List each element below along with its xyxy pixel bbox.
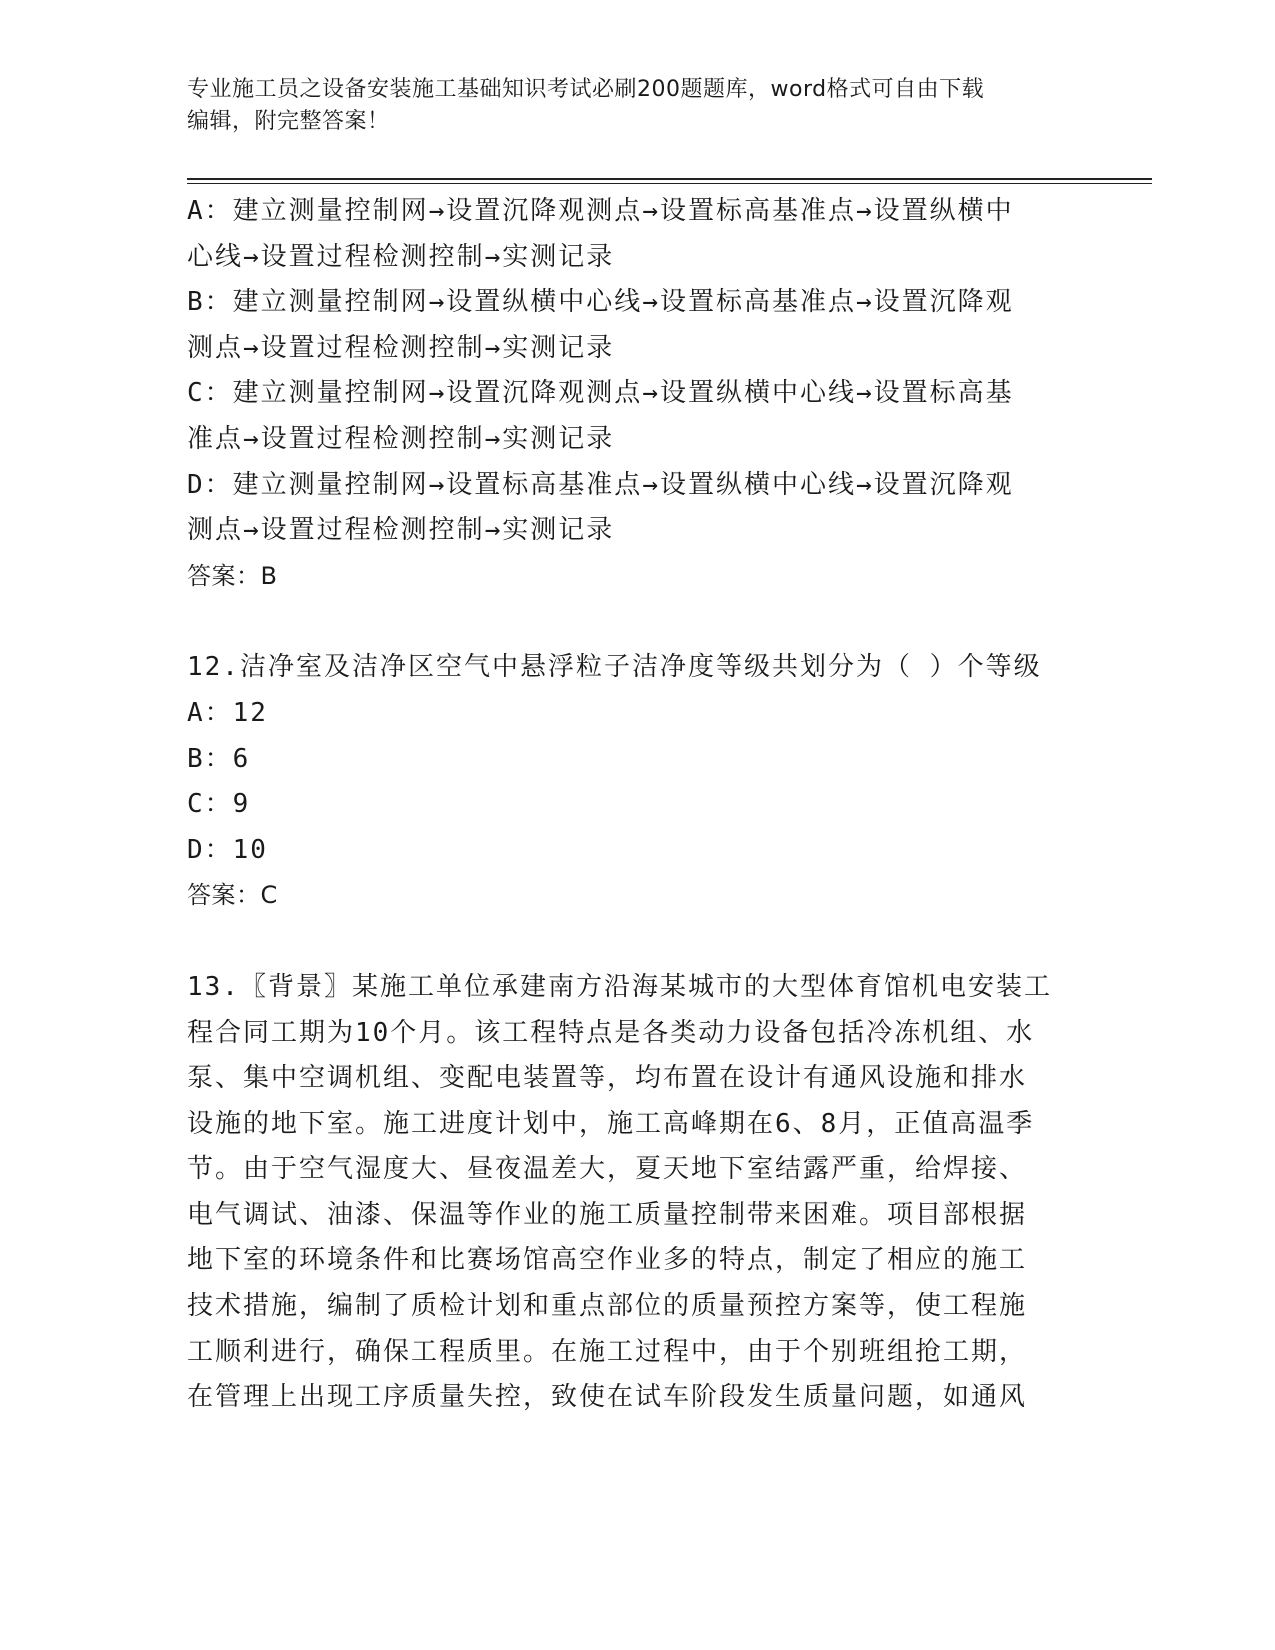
question-text-line: 电气调试、油漆、保温等作业的施工质量控制带来困难。项目部根据 xyxy=(187,1199,1028,1230)
option-line: D：10 xyxy=(187,834,268,865)
header-rule-thin xyxy=(187,183,1152,184)
option-line: B：6 xyxy=(187,743,251,774)
option-line: C：9 xyxy=(187,789,251,820)
option-line: D：建立测量控制网→设置标高基准点→设置纵横中心线→设置沉降观 xyxy=(187,469,1014,500)
option-line: C：建立测量控制网→设置沉降观测点→设置纵横中心线→设置标高基 xyxy=(187,378,1014,409)
question-text-line: 在管理上出现工序质量失控，致使在试车阶段发生质量问题，如通风 xyxy=(187,1382,1028,1413)
question-13 xyxy=(187,965,1087,1421)
header-line: 专业施工员之设备安装施工基础知识考试必刷200题题库，word格式可自由下载 xyxy=(187,77,985,102)
question-text-line: 13.〖背景〗某施工单位承建南方沿海某城市的大型体育馆机电安装工 xyxy=(187,971,1052,1002)
question-text-line: 泵、集中空调机组、变配电装置等，均布置在设计有通风设施和排水 xyxy=(187,1063,1028,1094)
question-text-line: 技术措施，编制了质检计划和重点部位的质量预控方案等，使工程施 xyxy=(187,1291,1028,1322)
question-text-line: 地下室的环境条件和比赛场馆高空作业多的特点，制定了相应的施工 xyxy=(187,1245,1028,1276)
option-line: 测点→设置过程检测控制→实测记录 xyxy=(187,515,615,546)
header-rule-thick xyxy=(187,178,1152,180)
question-text-line: 设施的地下室。施工进度计划中，施工高峰期在6、8月，正值高温季 xyxy=(187,1108,1035,1139)
option-line: 测点→设置过程检测控制→实测记录 xyxy=(187,332,615,363)
answer-label: 答案：B xyxy=(187,561,278,590)
option-line: 心线→设置过程检测控制→实测记录 xyxy=(187,241,615,272)
question-text: 12.洁净室及洁净区空气中悬浮粒子洁净度等级共划分为（ ）个等级 xyxy=(187,652,1042,683)
spacer xyxy=(187,919,1087,965)
question-text-line: 程合同工期为10个月。该工程特点是各类动力设备包括冷冻机组、水 xyxy=(187,1017,1035,1048)
option-line: A：建立测量控制网→设置沉降观测点→设置标高基准点→设置纵横中 xyxy=(187,196,1014,226)
option-line: A：12 xyxy=(187,697,268,728)
question-text-line: 节。由于空气湿度大、昼夜温差大，夏天地下室结露严重，给焊接、 xyxy=(187,1154,1028,1185)
answer-label: 答案：C xyxy=(187,881,278,910)
header-line: 编辑，附完整答案！ xyxy=(187,109,390,134)
spacer xyxy=(187,599,1087,645)
question-content xyxy=(187,189,1087,1421)
document-header xyxy=(187,74,1067,138)
question-12 xyxy=(187,645,1087,919)
question-11-options xyxy=(187,189,1087,599)
question-text-line: 工顺利进行，确保工程质里。在施工过程中，由于个别班组抢工期， xyxy=(187,1336,1028,1367)
option-line: B：建立测量控制网→设置纵横中心线→设置标高基准点→设置沉降观 xyxy=(187,287,1014,318)
option-line: 准点→设置过程检测控制→实测记录 xyxy=(187,423,615,454)
